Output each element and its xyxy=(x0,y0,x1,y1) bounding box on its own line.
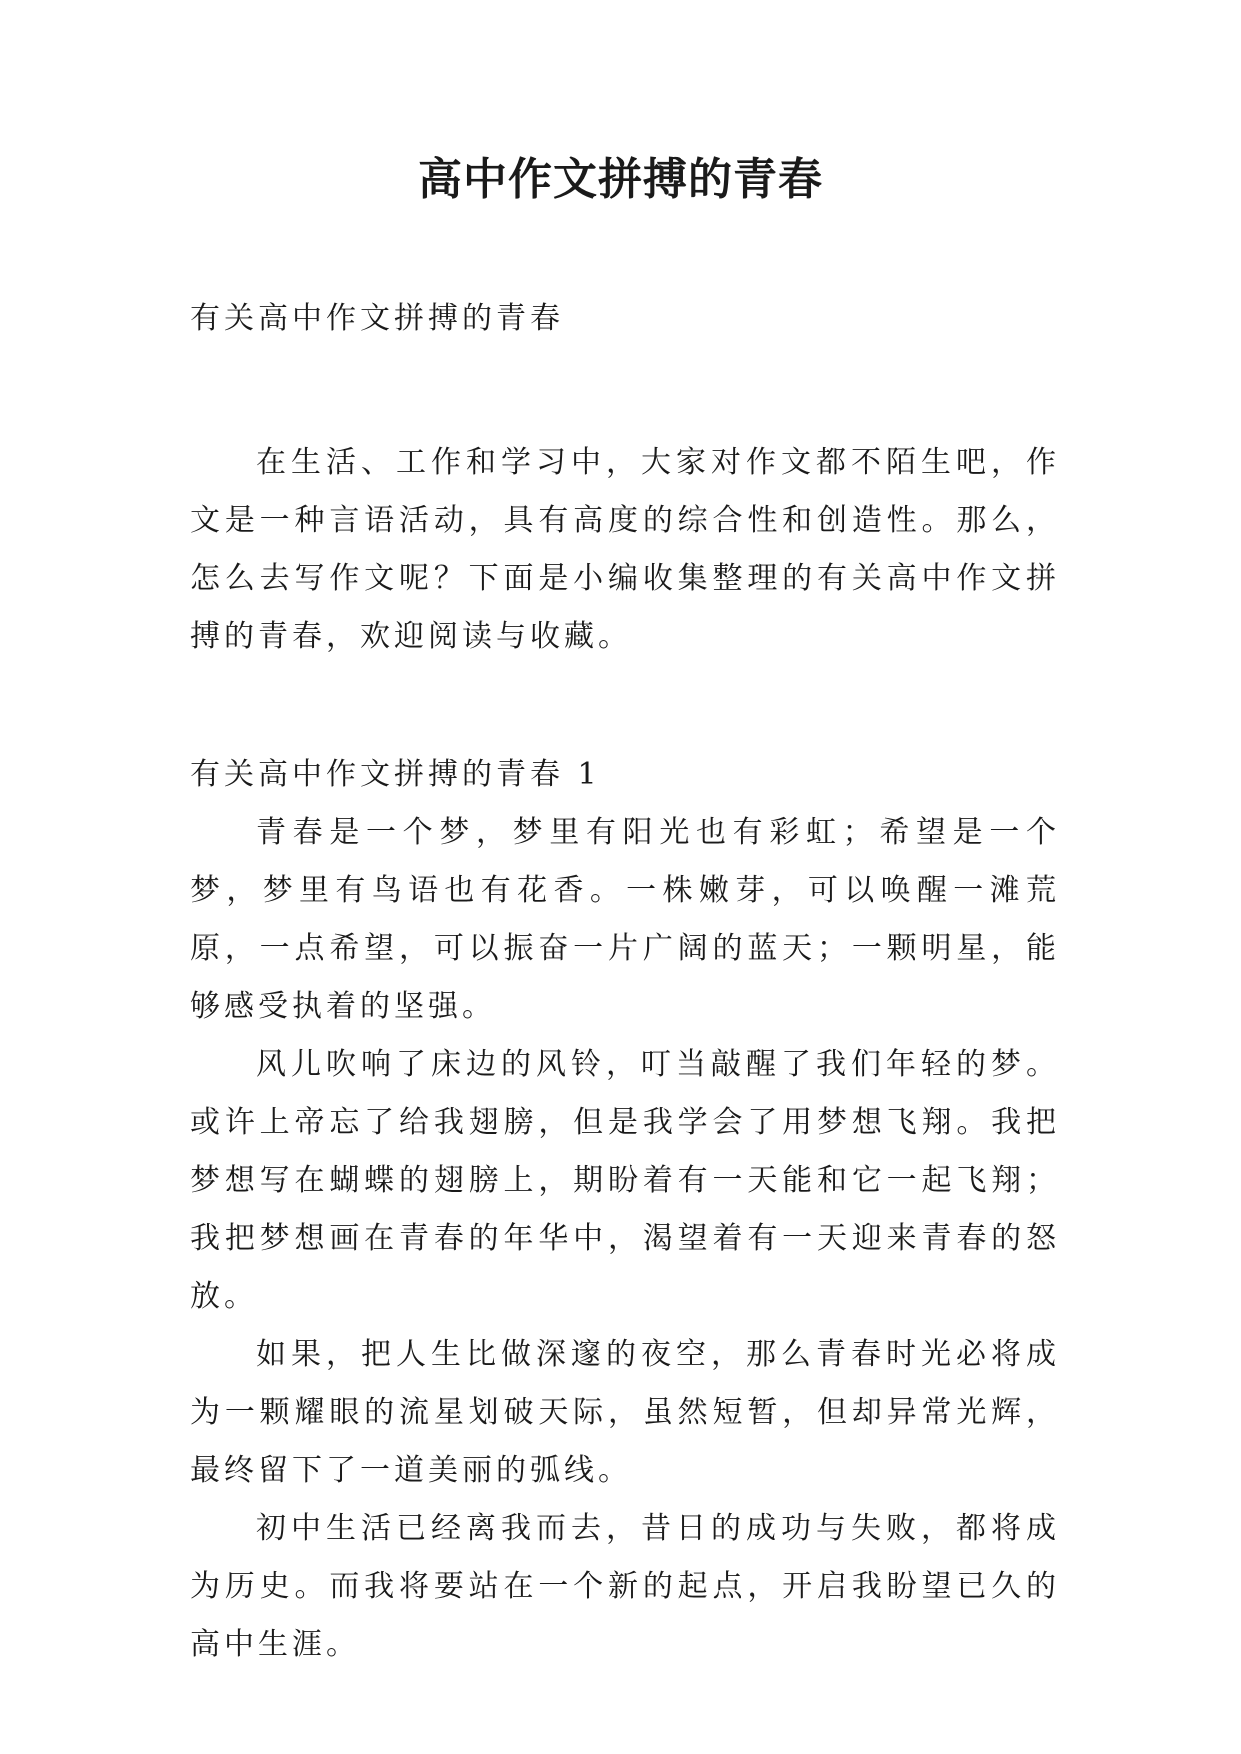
body-paragraph: 风儿吹响了床边的风铃，叮当敲醒了我们年轻的梦。或许上帝忘了给我翅膀，但是我学会了用梦想飞翔。我把梦想写在蝴蝶的翅膀上，期盼着有一天能和它一起飞翔；我把梦想画在青春的年华中，渴望着有一天迎来青春的怒放。 xyxy=(190,1047,1060,1314)
spacer xyxy=(190,348,1060,434)
body-paragraph: 如果，把人生比做深邃的夜空，那么青春时光必将成为一颗耀眼的流星划破天际，虽然短暂，但却异常光辉，最终留下了一道美丽的弧线。 xyxy=(190,1337,1060,1488)
spacer xyxy=(190,666,1060,746)
body-paragraph: 初中生活已经离我而去，昔日的成功与失败，都将成为历史。而我将要站在一个新的起点，开启我盼望已久的高中生涯。 xyxy=(190,1511,1060,1662)
intro-paragraph: 在生活、工作和学习中，大家对作文都不陌生吧，作文是一种言语活动，具有高度的综合性和创造性。那么，怎么去写作文呢？下面是小编收集整理的有关高中作文拼搏的青春，欢迎阅读与收藏。 xyxy=(190,445,1060,654)
body-paragraph: 青春是一个梦，梦里有阳光也有彩虹；希望是一个梦，梦里有鸟语也有花香。一株嫩芽，可以唤醒一滩荒原，一点希望，可以振奋一片广阔的蓝天；一颗明星，能够感受执着的坚强。 xyxy=(190,815,1060,1024)
document-title: 高中作文拼搏的青春 xyxy=(418,154,823,205)
document-subtitle: 有关高中作文拼搏的青春 xyxy=(190,301,564,336)
section-heading: 有关高中作文拼搏的青春 1 xyxy=(190,757,601,792)
document-body xyxy=(190,290,1060,1674)
